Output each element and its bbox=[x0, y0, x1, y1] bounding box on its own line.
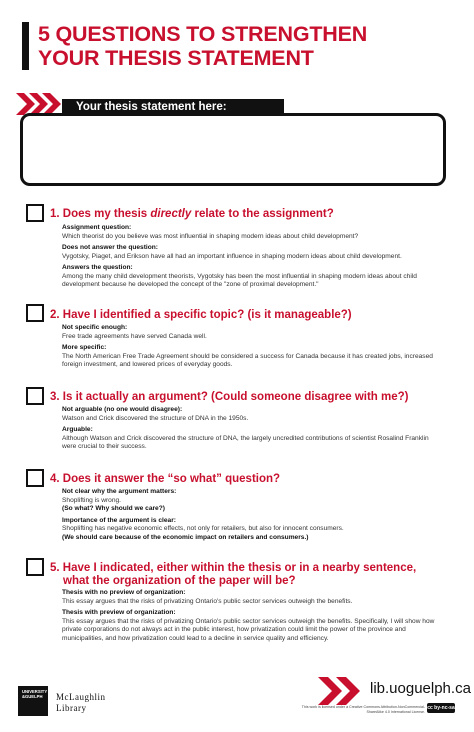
question-5-checkbox[interactable] bbox=[26, 558, 44, 576]
cc-badge-text: cc by-nc-sa bbox=[427, 705, 455, 711]
question-1-body bbox=[62, 224, 442, 293]
q4-not-clear-note: (So what? Why should we care?) bbox=[62, 505, 165, 512]
question-4-title: 4. Does it answer the “so what” question? bbox=[50, 473, 281, 485]
question-3-body bbox=[62, 406, 442, 455]
question-1-title bbox=[50, 208, 460, 221]
question-5-title bbox=[50, 562, 460, 588]
question-1-title-emphasis: directly bbox=[150, 208, 192, 220]
q5-preview-text: This essay argues that the risks of privatizing Ontario's public sector services outweigh the benefits. Specifically, I will show how private corporations do not always act in the public interest, how privatization could limit the power of the province and municipalities, and how privatization could lead to a decline in service quality and efficiency. bbox=[62, 617, 435, 642]
question-4-body bbox=[62, 488, 442, 545]
question-2-checkbox[interactable] bbox=[26, 304, 44, 322]
library-name-line-2: Library bbox=[56, 703, 87, 713]
q2-more-specific-text: The North American Free Trade Agreement should be considered a success for Canada because it has created jobs, increased foreign investment, and lowered prices of everyday goods. bbox=[62, 352, 433, 368]
question-1-title-end: relate to the assignment? bbox=[191, 208, 334, 220]
q1-answers-text: Among the many child development theorists, Vygotsky has been the most influential in shaping modern ideas about child development because he developed the concept of the "zone of proximal development." bbox=[62, 272, 417, 288]
q1-answers-label: Answers the question: bbox=[62, 264, 133, 271]
creative-commons-badge[interactable] bbox=[427, 703, 455, 713]
license-text: This work is licensed under a Creative Commons Attribution-NonCommercial-ShareAlike 4.0 International License. bbox=[301, 705, 425, 714]
thesis-statement-box[interactable] bbox=[20, 113, 446, 186]
library-url-link[interactable]: lib.uoguelph.ca bbox=[370, 680, 471, 697]
chevron-arrows-icon bbox=[318, 677, 368, 705]
q5-no-preview-label: Thesis with no preview of organization: bbox=[62, 589, 186, 596]
q2-not-specific-label: Not specific enough: bbox=[62, 324, 128, 331]
q1-not-answer-text: Vygotsky, Piaget, and Erikson have all had an important influence in shaping modern ideas about child development. bbox=[62, 252, 402, 260]
q5-preview-label: Thesis with preview of organization: bbox=[62, 609, 176, 616]
q4-not-clear-text: Shoplifting is wrong. bbox=[62, 496, 122, 504]
question-2-title: 2. Have I identified a specific topic? (is it manageable?) bbox=[50, 309, 352, 321]
question-5-body bbox=[62, 589, 442, 646]
q3-arguable-label: Arguable: bbox=[62, 426, 93, 433]
question-5-title-line-2: what the organization of the paper will be? bbox=[63, 575, 296, 587]
question-1-checkbox[interactable] bbox=[26, 204, 44, 222]
q4-clear-text: Shoplifting has negative economic effects, not only for retailers, but also for innocent consumers. bbox=[62, 525, 344, 532]
q4-clear-note: (We should care because of the economic impact on retailers and consumers.) bbox=[62, 533, 309, 541]
q2-more-specific-label: More specific: bbox=[62, 344, 107, 351]
title-line-1: 5 QUESTIONS TO STRENGTHEN bbox=[38, 22, 368, 46]
title-line-2: YOUR THESIS STATEMENT bbox=[38, 46, 314, 70]
q4-clear-label: Importance of the argument is clear: bbox=[62, 516, 176, 524]
question-4-checkbox[interactable] bbox=[26, 469, 44, 487]
question-5-title-line-1: 5. Have I indicated, either within the thesis or in a nearby sentence, bbox=[50, 562, 417, 574]
university-logo-line-1: UNIVERSITY bbox=[22, 689, 48, 694]
university-logo-line-2: &GUELPH bbox=[22, 694, 43, 699]
q3-not-arguable-label: Not arguable (no one would disagree): bbox=[62, 406, 183, 413]
question-3-checkbox[interactable] bbox=[26, 387, 44, 405]
q1-not-answer-label: Does not answer the question: bbox=[62, 244, 158, 251]
q1-assignment-label: Assignment question: bbox=[62, 224, 132, 231]
q2-not-specific-text: Free trade agreements have served Canada well. bbox=[62, 332, 207, 340]
question-3-title: 3. Is it actually an argument? (Could someone disagree with me?) bbox=[50, 391, 409, 403]
title-accent-bar bbox=[22, 22, 29, 70]
university-logo-text bbox=[22, 689, 47, 699]
thesis-label: Your thesis statement here: bbox=[76, 101, 227, 113]
q5-no-preview-text: This essay argues that the risks of privatizing Ontario's public sector services outweigh the benefits. bbox=[62, 597, 353, 605]
library-name-line-1: McLaughlin bbox=[56, 692, 106, 702]
page-title bbox=[38, 22, 458, 70]
library-name bbox=[56, 692, 106, 714]
q3-not-arguable-text: Watson and Crick discovered the structure of DNA in the 1950s. bbox=[62, 414, 249, 422]
q3-arguable-text: Although Watson and Crick discovered the structure of DNA, the largely uncredited contributions of scientist Rosalind Franklin were crucial to their success. bbox=[62, 434, 429, 450]
q4-not-clear-label: Not clear why the argument matters: bbox=[62, 488, 177, 495]
q1-assignment-text: Which theorist do you believe was most influential in shaping modern ideas about child development? bbox=[62, 232, 359, 240]
question-2-body bbox=[62, 324, 442, 373]
question-1-title-start: 1. Does my thesis bbox=[50, 208, 151, 220]
